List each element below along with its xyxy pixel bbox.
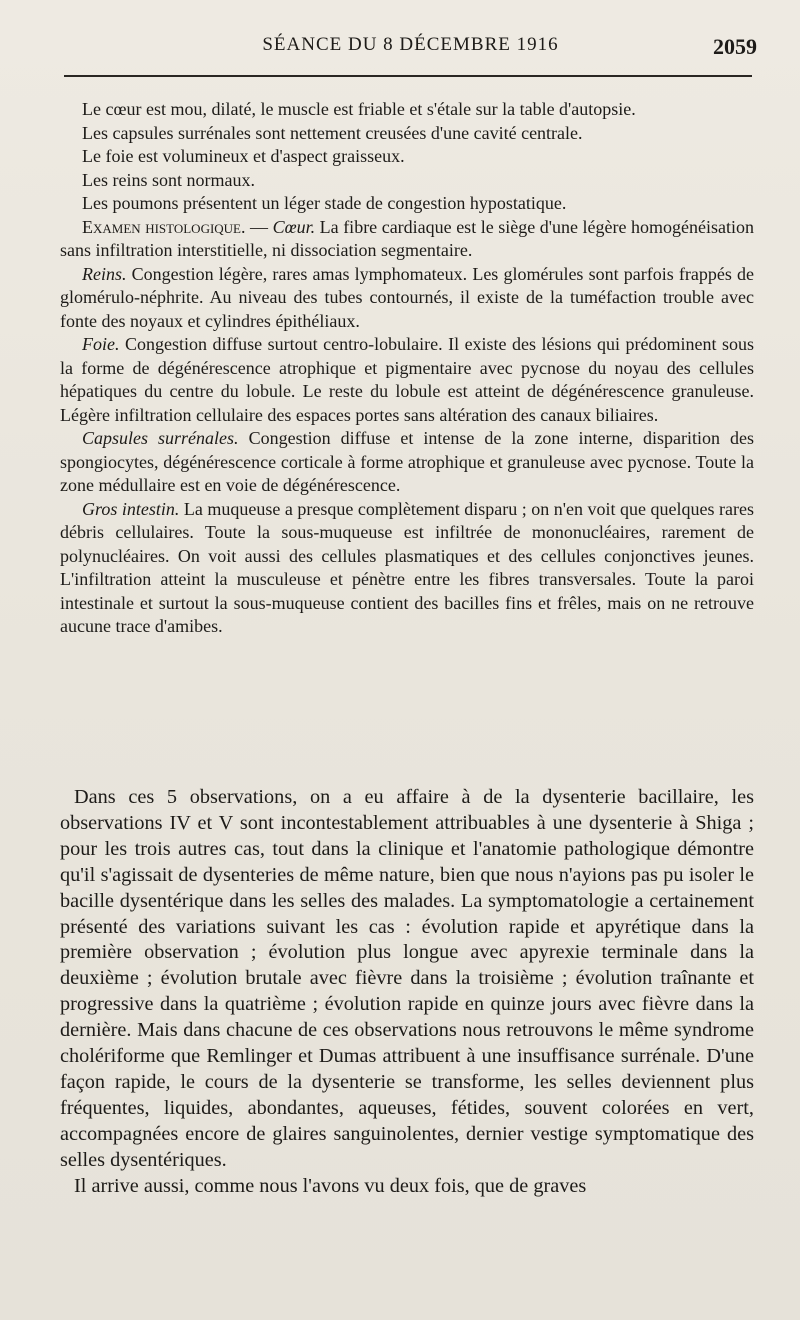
paragraph-reins: Les reins sont normaux.	[82, 169, 255, 190]
paragraph-capsules: Les capsules surrénales sont nettement creusées d'une cavité centrale.	[82, 122, 583, 143]
discussion-paragraph-continued: Il arrive aussi, comme nous l'avons vu deux fois, que de graves	[74, 1174, 587, 1197]
kidneys-label: Reins.	[82, 263, 127, 284]
intestine-label: Gros intestin.	[82, 498, 180, 519]
paragraph-poumons: Les poumons présentent un léger stade de congestion hypostatique.	[82, 193, 567, 213]
liver-label: Foie.	[82, 334, 120, 354]
histology-heading: Examen histologique.	[82, 216, 246, 237]
histology-intestine	[60, 498, 754, 639]
autopsy-findings	[60, 98, 754, 639]
intestine-text: La muqueuse a presque complètement disparu ; on n'en voit que quelques rares débris cellulaires. Toute la sous-muqueuse est infiltrée de mononucléaires, rarement de polynucléaires. On voit aussi des cellules plasmatiques et des cellules conjonctives jeunes. L'infiltration atteint la musculeuse et pénètre entre les fibres transversales. Toute la paroi intestinale et surtout la sous-muqueuse contient des bacilles fins et frêles, mais on ne retrouve aucune trace d'amibes.	[60, 498, 755, 636]
paragraph-coeur: Le cœur est mou, dilaté, le muscle est friable et s'étale sur la table d'autopsie.	[82, 99, 636, 119]
histology-kidneys	[60, 263, 754, 334]
discussion-paragraph: Dans ces 5 observations, on a eu affaire à de la dysenterie bacillaire, les observations IV et V sont incontestablement attribuables à une dysenterie à Shiga ; pour les trois autres cas, tout dans la clinique et l'anatomie pathologique démontre qu'il s'agissait de dysenteries de même nature, bien que nous n'ayions pas pu isoler le bacille dysentérique dans les selles des malades. La symptomatologie a certainement présenté des variations suivant les cas : évolution rapide et apyrétique dans la première observation ; évolution plus longue avec apyrexie terminale dans la deuxième ; évolution brutale avec fièvre dans la troisième ; évolution traînante et progressive dans la quatrième ; évolution rapide en quinze jours avec fièvre dans la dernière. Mais dans chacune de ces observations nous retrouvons le même syndrome cholériforme que Remlinger et Dumas attribuent à une insuffisance surrénale. D'une façon rapide, le cours de la dysenterie se transforme, les selles deviennent plus fréquentes, liquides, abondantes, aqueuses, fétides, souvent colorées en vert, accompagnées encore de glaires sanguinolentes, dernier vestige symptomatique des selles dysentériques.	[60, 786, 754, 1171]
heart-label: Cœur.	[272, 216, 316, 237]
running-header	[64, 34, 757, 64]
page-number: 2059	[713, 34, 757, 59]
histology-liver	[60, 333, 754, 427]
liver-text: Congestion diffuse surtout centro-lobulaire. Il existe des lésions qui prédominent sous la forme de dégénérescence atrophique et pigmentaire avec pycnose du noyau des cellules hépatiques du centre du lobule. Le reste du lobule est atteint de dégénérescence granuleuse. Légère infiltration cellulaire des espaces portes sans altération des canaux biliaires.	[60, 334, 754, 425]
kidneys-text: Congestion légère, rares amas lymphomateux. Les glomérules sont parfois frappés de glomérulo-néphrite. Au niveau des tubes contournés, il existe de la tuméfaction trouble avec fonte des noyaux et cylindres épithéliaux.	[60, 263, 754, 331]
heart-text: La fibre cardiaque est le siège d'une légère homogénéisation sans infiltration interstitielle, ni dissociation segmentaire.	[60, 216, 755, 260]
histology-adrenals	[60, 427, 754, 498]
histology-heart: Examen histologique. — Cœur. La fibre cardiaque est le siège d'une légère homogénéisation sans infiltration interstitielle, ni dissociation segmentaire.	[60, 216, 755, 260]
header-rule	[64, 75, 752, 77]
adrenals-label: Capsules surrénales.	[82, 428, 239, 448]
paragraph-foie: Le foie est volumineux et d'aspect graisseux.	[82, 146, 405, 166]
adrenals-text: Congestion diffuse et intense de la zone interne, disparition des spongiocytes, dégénérescence corticale à forme atrophique et granuleuse avec pycnose. Toute la zone médullaire est en voie de dégénérescence.	[60, 428, 754, 495]
discussion-section	[60, 785, 754, 1200]
running-title: SÉANCE DU 8 DÉCEMBRE 1916	[262, 34, 559, 55]
